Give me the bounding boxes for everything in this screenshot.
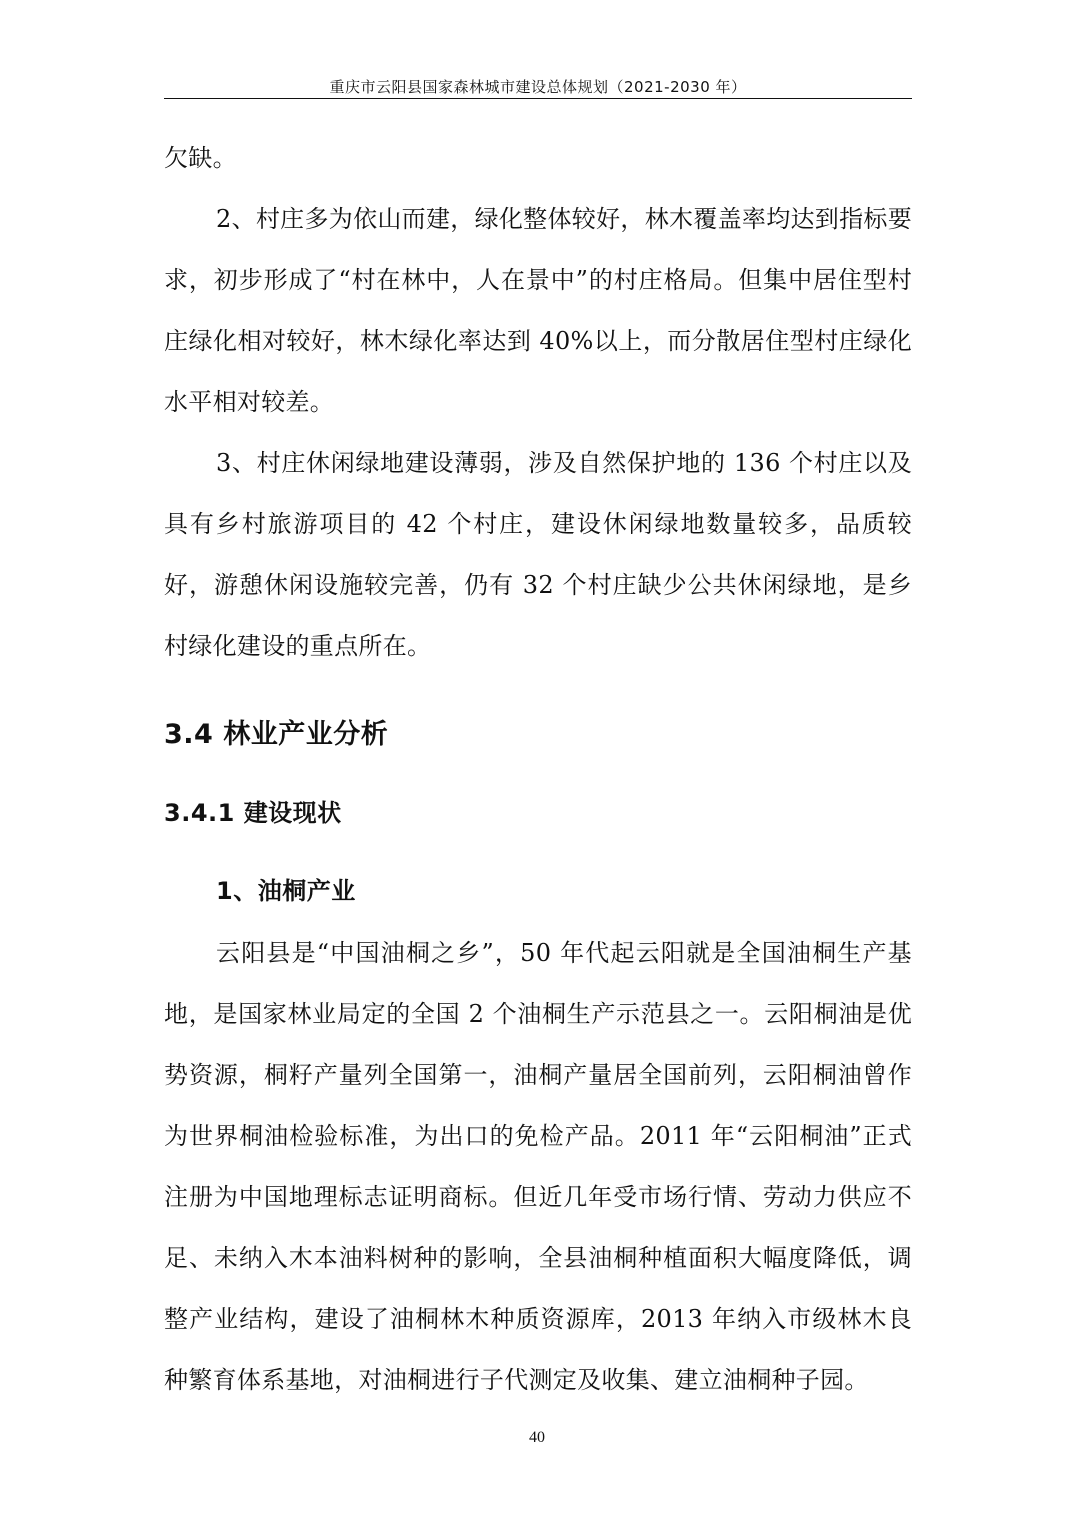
paragraph-tung-oil-industry: 云阳县是“中国油桐之乡”，50 年代起云阳就是全国油桐生产基地，是国家林业局定的全国 2 个油桐生产示范县之一。云阳桐油是优势资源，桐籽产量列全国第一，油桐产量居全国前列，云阳桐油曾作为世界桐油检验标准，为出口的免检产品。2011 年“云阳桐油”正式注册为中国地理标志证明商标。但近几年受市场行情、劳动力供应不足、未纳入木本油料树种的影响，全县油桐种植面积大幅度降低，调整产业结构，建设了油桐林木种质资源库，2013 年纳入市级林木良种繁育体系基地，对油桐进行子代测定及收集、建立油桐种子园。 — [164, 939, 912, 1394]
header-rule — [164, 98, 912, 99]
paragraph-village-leisure-green: 3、村庄休闲绿地建设薄弱，涉及自然保护地的 136 个村庄以及具有乡村旅游项目的 42 个村庄，建设休闲绿地数量较多，品质较好，游憩休闲设施较完善，仍有 32 个村庄缺少公共休闲绿地，是乡村绿化建设的重点所在。 — [164, 449, 912, 660]
section-heading: 3.4 林业产业分析 — [164, 719, 389, 750]
running-header: 重庆市云阳县国家森林城市建设总体规划（2021-2030 年） — [329, 78, 747, 96]
item-heading: 1、油桐产业 — [216, 877, 356, 905]
page-content — [164, 128, 912, 1411]
subsection-heading: 3.4.1 建设现状 — [164, 799, 342, 827]
paragraph-continuation: 欠缺。 — [164, 144, 237, 172]
paragraph-village-greening: 2、村庄多为依山而建，绿化整体较好，林木覆盖率均达到指标要求，初步形成了“村在林中，人在景中”的村庄格局。但集中居住型村庄绿化相对较好，林木绿化率达到 40%以上，而分散居住型村庄绿化水平相对较差。 — [164, 205, 912, 416]
page-number: 40 — [529, 1429, 545, 1446]
